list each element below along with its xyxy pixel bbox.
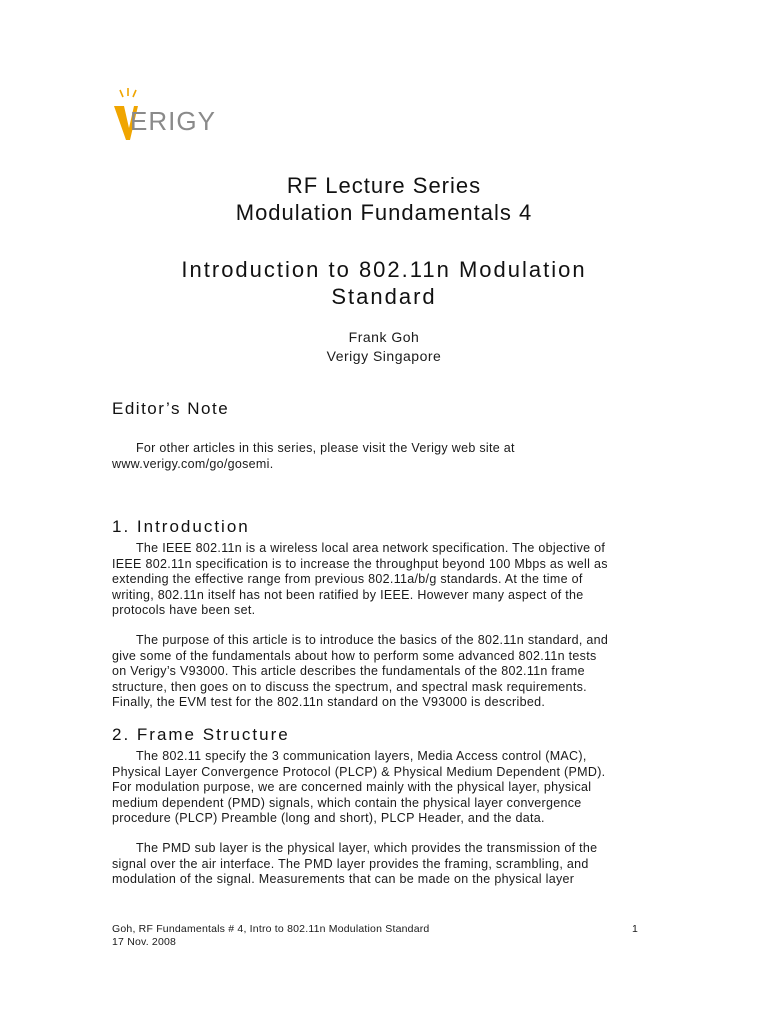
paragraph-line: The purpose of this article is to introduce the basics of the 802.11n standard, and (136, 633, 609, 647)
paragraph-line: Physical Layer Convergence Protocol (PLCP) & Physical Medium Dependent (PMD). (112, 764, 606, 779)
editors-note-paragraph (112, 441, 660, 472)
author-name: Frank Goh (348, 329, 420, 345)
paragraph-line: For other articles in this series, please visit the Verigy web site at (136, 441, 515, 455)
footer-date: 17 Nov. 2008 (112, 936, 177, 948)
author-block (0, 328, 768, 366)
paragraph-line: The IEEE 802.11n is a wireless local area network specification. The objective of (136, 541, 606, 555)
series-title-line1: RF Lecture Series (286, 173, 482, 198)
paragraph-line: IEEE 802.11n specification is to increase the throughput beyond 100 Mbps as well as (112, 556, 608, 571)
article-title (0, 256, 768, 310)
footer-citation: Goh, RF Fundamentals # 4, Intro to 802.11n Modulation Standard (112, 923, 430, 935)
paragraph-line: structure, then goes on to discuss the spectrum, and spectral mask requirements. (112, 679, 587, 694)
frame-structure-heading: 2. Frame Structure (112, 725, 290, 744)
article-title-line1: Introduction to 802.11n Modulation (181, 257, 587, 282)
frame-structure-paragraph-1 (112, 749, 660, 827)
paragraph-line: modulation of the signal. Measurements that can be made on the physical layer (112, 872, 575, 886)
paragraph-line: procedure (PLCP) Preamble (long and short), PLCP Header, and the data. (112, 811, 545, 825)
paragraph-line: The 802.11 specify the 3 communication layers, Media Access control (MAC), (136, 749, 587, 763)
frame-structure-paragraph-2 (112, 841, 660, 888)
page-number: 1 (632, 923, 638, 935)
paragraph-line: give some of the fundamentals about how to perform some advanced 802.11n tests (112, 648, 597, 663)
editors-note-heading: Editor’s Note (112, 399, 230, 418)
paragraph-line: www.verigy.com/go/gosemi. (112, 456, 274, 471)
paragraph-line: on Verigy’s V93000. This article describes the fundamentals of the 802.11n frame (112, 664, 585, 678)
paragraph-line: extending the effective range from previous 802.11a/b/g standards. At the time of (112, 572, 583, 586)
article-title-line2: Standard (331, 284, 437, 309)
paragraph-line: The PMD sub layer is the physical layer, which provides the transmission of the (136, 841, 598, 855)
paragraph-line: protocols have been set. (112, 603, 256, 617)
paragraph-line: signal over the air interface. The PMD layer provides the framing, scrambling, and (112, 856, 589, 871)
series-title (0, 172, 768, 226)
paragraph-line: writing, 802.11n itself has not been ratified by IEEE. However many aspect of the (112, 587, 584, 602)
verigy-logo (112, 88, 242, 148)
paragraph-line: medium dependent (PMD) signals, which contain the physical layer convergence (112, 795, 582, 810)
author-affiliation: Verigy Singapore (326, 348, 442, 364)
paragraph-line: Finally, the EVM test for the 802.11n standard on the V93000 is described. (112, 695, 546, 709)
introduction-paragraph-1 (112, 541, 660, 619)
logo-wordmark: ERIGY (130, 106, 216, 136)
paragraph-line: For modulation purpose, we are concerned mainly with the physical layer, physical (112, 780, 592, 794)
introduction-paragraph-2 (112, 633, 660, 711)
introduction-heading: 1. Introduction (112, 517, 250, 536)
page-footer (112, 923, 640, 949)
series-title-line2: Modulation Fundamentals 4 (235, 200, 533, 225)
